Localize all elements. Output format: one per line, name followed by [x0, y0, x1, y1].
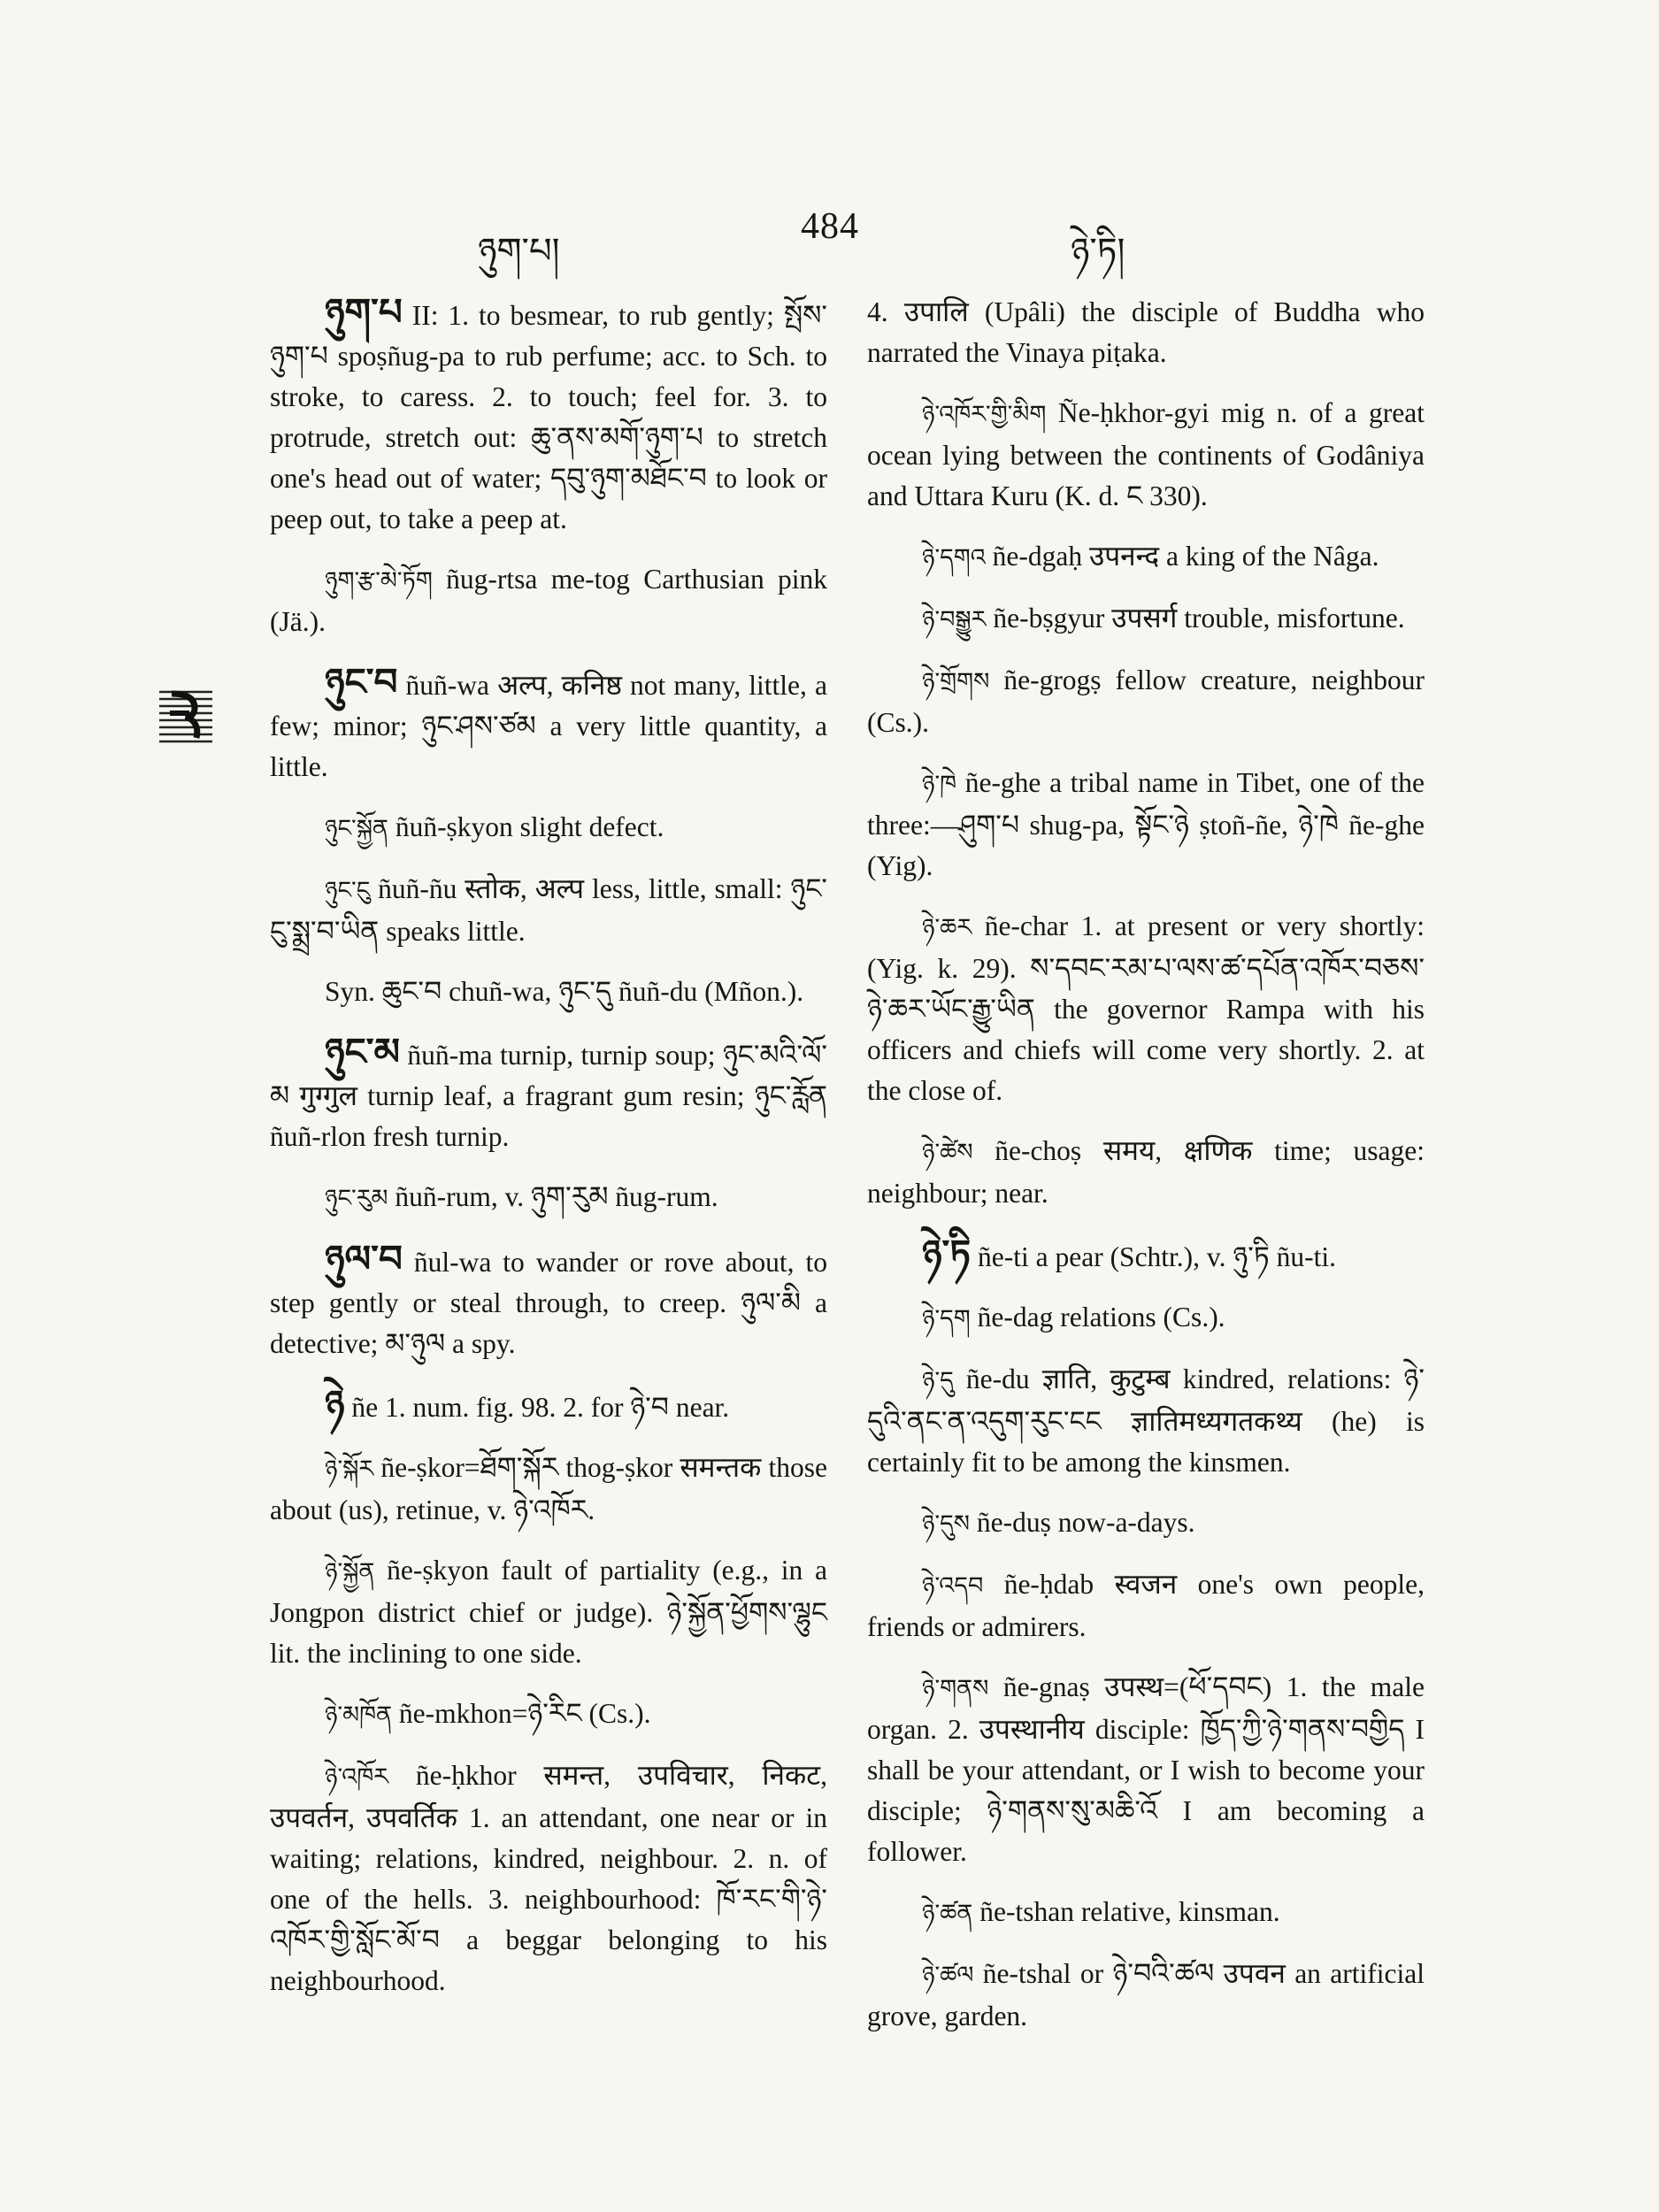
definition: ñe-tshal or ཉེ་བའི་ཚལ उपवन an artificial grove, garden. — [867, 1958, 1425, 2032]
definition: ñuñ-ṣkyon slight defect. — [388, 811, 664, 842]
entry-nug-pa — [270, 292, 827, 540]
entry-ne-ti — [867, 1233, 1425, 1278]
definition: 4. उपालि (Upâli) the disciple of Buddha who narrated the Vinaya piṭaka. — [867, 296, 1425, 368]
headword: Syn. — [325, 976, 375, 1007]
entry-ne — [270, 1384, 827, 1428]
headword: ཉེ — [325, 1382, 345, 1425]
headword: ཉུང་སྐྱོན — [325, 815, 388, 842]
entry-ne-dgah — [867, 536, 1425, 579]
definition: ñe-grogṣ fellow creature, neighbour (Cs.). — [867, 664, 1425, 738]
headword: ཉུག་རྩ་མེ་ཏོག — [325, 567, 433, 595]
entry-ne-tshan — [867, 1892, 1425, 1934]
entry-ne-skor — [270, 1448, 827, 1531]
entry-syn — [270, 972, 827, 1012]
entry-ne-hkhor-gyi-mig — [867, 393, 1425, 517]
definition: ñuñ-rum, v. ཉུག་རུམ ñug-rum. — [388, 1181, 718, 1212]
definition: ñe-ghe a tribal name in Tibet, one of the three:—ཤུག་པ shug-pa, སྟོང་ཉེ ṣtoñ-ñe, ཉེ་ཁེ ñe-ghe (Yig). — [867, 767, 1425, 881]
headword: ཉེ་འདབ — [922, 1572, 984, 1600]
entry-ne-dus — [867, 1502, 1425, 1545]
entry-ne-hdab — [867, 1564, 1425, 1647]
definition: ñuñ-ma turnip, turnip soup; ཉུང་མའི་ལོ་མ गुग्गुल turnip leaf, a fragrant gum resin; ཉུང་རློན ñuñ-rlon fresh turnip. — [270, 1040, 827, 1152]
definition: ñe-du ज्ञाति, कुटुम्ब kindred, relations: ཉེ་དུའི་ནང་ན་འདུག་རུང་ངང ज्ञातिमध्यगतकथ्य (he) is certainly fit to be among the kinsmen. — [867, 1363, 1425, 1478]
definition: ñuñ-ñu स्तोक, अल्प less, little, small: ཉུང་ངུ་སྨྲ་བ་ཡིན speaks little. — [270, 873, 827, 947]
entry-nul-wa — [270, 1239, 827, 1364]
left-column — [270, 292, 827, 2021]
headword: ཉེ་གནས — [922, 1675, 989, 1702]
entry-nun-wa — [270, 662, 827, 787]
definition: ñe-ṣkyon fault of partiality (e.g., in a Jongpon district chief or judge). ཉེ་སྐྱོན་ཕྱོགས་ལྷུང lit. the inclining to one side. — [270, 1555, 827, 1669]
definition: ñe 1. num. fig. 98. 2. for ཉེ་བ near. — [344, 1392, 730, 1423]
definition: ñe-dgaḥ उपनन्द a king of the Nâga. — [985, 541, 1379, 572]
margin-letter-tab-icon — [159, 687, 212, 749]
entry-nug-rtsa — [270, 559, 827, 642]
headword: ཉུང་ངུ — [325, 877, 371, 904]
entry-ne-bsgyur — [867, 598, 1425, 641]
running-head-left: ཉུག་པ། — [478, 231, 560, 272]
definition: ñuñ-wa अल्प, कनिष्ठ not many, little, a few; minor; ཉུང་ཤས་ཙམ a very little quantity, a little. — [270, 670, 827, 782]
entry-ne-du — [867, 1359, 1425, 1483]
definition: ñug-rtsa me-tog Carthusian pink (Jä.). — [270, 564, 827, 637]
headword: ཉེ་ཏི — [922, 1232, 972, 1275]
entry-ne-chos — [867, 1131, 1425, 1214]
page-number: 484 — [801, 206, 859, 247]
headword: ཉུང་བ — [325, 660, 398, 703]
headword: ཉེ་ཚེས — [922, 1139, 973, 1166]
right-column — [867, 292, 1425, 2056]
headword: ཉེ་ཆར — [922, 914, 972, 941]
headword: ཉུལ་བ — [325, 1237, 403, 1280]
definition: ཆུང་བ chuñ-wa, ཉུང་དུ ñuñ-du (Mñon.). — [374, 976, 804, 1007]
entry-ne-gnas — [867, 1667, 1425, 1872]
definition: ñe-bṣgyur उपसर्ग trouble, misfortune. — [986, 603, 1405, 634]
entry-ne-grogs — [867, 660, 1425, 743]
headword: ཉུང་རུམ — [325, 1185, 388, 1212]
headword: ཉེ་སྐོར — [325, 1455, 374, 1483]
entry-ne-skyon — [270, 1550, 827, 1674]
entry-ne-dag — [867, 1297, 1425, 1340]
headword: ཉེ་འཁོར — [325, 1763, 389, 1791]
definition: II: 1. to besmear, to rub gently; སྤོས་ཉུག་པ spoṣñug-pa to rub perfume; acc. to Sch. to stroke, to caress. 2. to touch; feel for. 3. to protrude, stretch out: ཆུ་ནས་མགོ་ཉུག་པ to stretch one's head out of water; དབུ་ཉུག་མཐོང་བ to look or peep out, to take a peep at. — [270, 300, 827, 534]
definition: ñe-ṣkor=ཐོག་སྐོར thog-ṣkor समन्तक those about (us), retinue, v. ཉེ་འཁོར. — [270, 1452, 827, 1525]
entry-ne-ghe — [867, 763, 1425, 887]
entry-ne-char — [867, 906, 1425, 1111]
headword: ཉེ་དུས — [922, 1510, 970, 1538]
definition: ñe-mkhon=ཉེ་རིང (Cs.). — [391, 1698, 651, 1729]
entry-nun-rum — [270, 1177, 827, 1219]
headword: ཉུང་མ — [325, 1030, 401, 1073]
entry-nun-nu — [270, 869, 827, 952]
entry-ne-hkhor — [270, 1755, 827, 2001]
definition: ñe-dag relations (Cs.). — [970, 1302, 1225, 1333]
definition: Ñe-ḥkhor-gyi mig n. of a great ocean lying between the continents of Godâniya and Uttara Kuru (K. d. ང 330). — [867, 397, 1425, 511]
running-head-right: ཉེ་ཏི། — [1071, 231, 1125, 272]
headword: ཉེ་ཚལ — [922, 1962, 974, 1989]
headword: ཉེ་འཁོར་གྱི་མིག — [922, 401, 1047, 428]
headword: ཉེ་དག — [922, 1305, 971, 1333]
definition: ñe-gnaṣ उपस्थ=(ཕོ་དབང) 1. the male organ. 2. उपस्थानीय disciple: ཁྱོད་ཀྱི་ཉེ་གནས་བགྱིད I shall be your attendant, or I wish to become your disciple; ཉེ་གནས་སུ་མཆི་འོ I am becoming a follower. — [867, 1671, 1425, 1867]
headword: ཉེ་མཁོན — [325, 1701, 392, 1729]
definition: ñe-ḥkhor समन्त, उपविचार, निकट, उपवर्तन, उपवर्तिक 1. an attendant, one near or in waiting; relations, kindred, neighbour. 2. n. of one of the hells. 3. neighbourhood: ཁོ་རང་གི་ཉེ་འཁོར་གྱི་སློང་མོ་བ a beggar belonging to his neighbourhood. — [270, 1760, 827, 1996]
headword: ཉེ་སྐྱོན — [325, 1558, 375, 1586]
entry-ne-mkhon — [270, 1694, 827, 1736]
definition: ñe-ḥdab स्वजन one's own people, friends or admirers. — [867, 1569, 1425, 1642]
entry-nun-ma — [270, 1032, 827, 1157]
definition: ñe-choṣ समय, क्षणिक time; usage: neighbour; near. — [867, 1135, 1425, 1209]
definition: ñe-tshan relative, kinsman. — [972, 1896, 1280, 1927]
headword: ཉེ་གྲོགས — [922, 668, 990, 695]
headword: ཉེ་བསྒྱུར — [922, 606, 987, 634]
entry-ne-tshal — [867, 1954, 1425, 2037]
headword: ཉུག་པ — [325, 290, 403, 334]
headword: ཉེ་ཚན — [922, 1900, 973, 1927]
headword: ཉེ་ཁེ — [922, 771, 957, 798]
definition: ñe-duṣ now-a-days. — [969, 1507, 1195, 1538]
headword: ཉེ་དུ — [922, 1367, 954, 1394]
definition: ñe-ti a pear (Schtr.), v. ཉུ་ཏི ñu-ti. — [971, 1241, 1336, 1272]
definition: ñe-char 1. at present or very shortly: (Yig. k. 29). ས་དབང་རམ་པ་ལས་ཚ་དཔོན་འཁོར་བཅས་ཉེ་ཆར་ཡོང་རྒྱུ་ཡིན the governor Rampa with his officers and chiefs will come very shortly. 2. at the close of. — [867, 910, 1425, 1106]
definition: ñul-wa to wander or rove about, to step gently or steal through, to creep. ཉུལ་མི a detective; མ་ཉུལ a spy. — [270, 1247, 827, 1359]
headword: ཉེ་དགའ — [922, 544, 986, 572]
entry-nun-skyon — [270, 807, 827, 849]
entry-upali — [867, 292, 1425, 373]
